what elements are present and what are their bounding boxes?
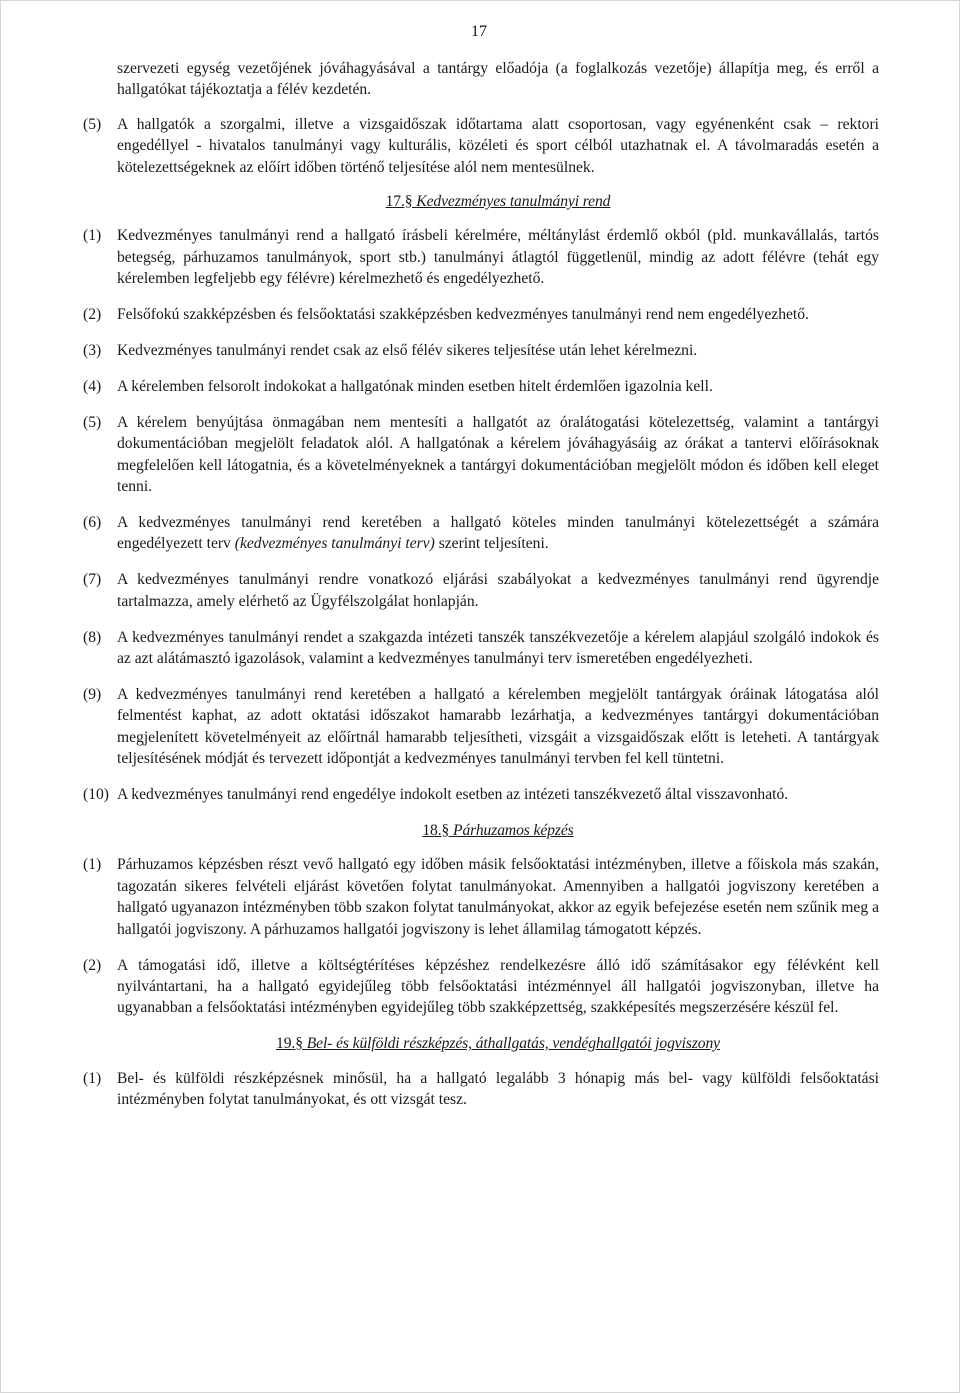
paragraph-text: A támogatási idő, illetve a költségtérítéses képzéshez rendelkezésre álló idő számításakor egy félévként kell nyilvántartani, ha a hallgató egyidejűleg több felsőoktatási intézménnyel áll hallgatói jogviszonyban, illetve ha ugyanabban a felsőoktatási intézményben egyidejűleg több szakképzettség, szakképesítés megszerzésére készül fel. bbox=[117, 956, 879, 1017]
paragraph-17-9 bbox=[83, 684, 879, 770]
section-title: Bel- és külföldi részképzés, áthallgatás, vendéghallgatói jogviszony bbox=[306, 1035, 720, 1053]
paragraph-text: Párhuzamos képzésben részt vevő hallgató egy időben másik felsőoktatási intézményben, illetve a főiskola más szakán, tagozatán sikeres felvételi eljárást követően folytat tanulmányokat. Amennyiben a hallgatói jogviszony keretében a hallgató ugyanazon intézményben több szakon folytat tanulmányokat, akkor az egyik befejezése esetén nem szűnik meg a hallgatói jogviszony. A párhuzamos hallgatói jogviszony is lehet államilag támogatott képzés. bbox=[117, 856, 879, 938]
paragraph-text-part: szerint teljesíteni. bbox=[434, 535, 549, 553]
paragraph-number: (6) bbox=[83, 514, 102, 531]
paragraph-number: (8) bbox=[83, 628, 102, 646]
paragraph-text: Kedvezményes tanulmányi rend a hallgató írásbeli kérelmére, méltánylást érdemlő okból (pld. munkavállalás, tartós betegség, párhuzamos tanulmányok, sport stb.) tanulmányi átlagtól függetlenül, mindig az adott félévre (tehát egy kérelemben legfeljebb egy félévre) kérelmezhető és engedélyezhető. bbox=[117, 227, 879, 288]
paragraph-text: A kedvezményes tanulmányi rend engedélye indokolt esetben az intézeti tanszékvezető által visszavonható. bbox=[117, 786, 789, 804]
paragraph-17-7 bbox=[83, 569, 879, 612]
paragraph-17-2 bbox=[83, 304, 879, 325]
paragraph-17-5 bbox=[83, 412, 879, 498]
intro-continuation: szervezeti egység vezetőjének jóváhagyásával a tantárgy előadója (a foglalkozás vezetője) állapítja meg, és erről a hallgatókat tájékoztatja a félév kezdetén. bbox=[117, 60, 879, 99]
paragraph-text: A kérelemben felsorolt indokokat a hallgatónak minden esetben hitelt érdemlően igazolnia kell. bbox=[117, 377, 713, 395]
paragraph-number: (1) bbox=[83, 856, 102, 874]
paragraph-number: (1) bbox=[83, 1069, 102, 1087]
section-18-heading bbox=[117, 820, 879, 841]
section-number: 17.§ bbox=[385, 193, 413, 211]
paragraph-17-4 bbox=[83, 376, 879, 397]
paragraph-text-part: A kedvezményes tanulmányi rend keretében a hallgató köteles minden tanulmányi kötelezettségét a számára engedélyezett terv bbox=[117, 514, 879, 553]
paragraph-number: (1) bbox=[83, 227, 102, 245]
section-number: 18.§ bbox=[422, 821, 450, 839]
section-title: Kedvezményes tanulmányi rend bbox=[416, 193, 611, 211]
paragraph-number: (3) bbox=[83, 342, 102, 360]
paragraph-text: A kérelem benyújtása önmagában nem mentesíti a hallgatót az óralátogatási kötelezettség, valamint a tantárgyi dokumentációban megjelölt feladatok alól. A hallgatónak a kérelem jóváhagyásáig az órákat a tantervi előírásoknak megfelelően kell látogatnia, és a követelményeknek a tantárgyi dokumentációban megjelölt módon és időben kell eleget tenni. bbox=[117, 413, 879, 496]
paragraph-text: Felsőfokú szakképzésben és felsőoktatási szakképzésben kedvezményes tanulmányi rend nem engedélyezhető. bbox=[117, 306, 809, 324]
paragraph-18-1 bbox=[83, 854, 879, 940]
paragraph-number: (7) bbox=[83, 571, 102, 589]
paragraph-number: (4) bbox=[83, 377, 102, 395]
paragraph-17-6 bbox=[83, 512, 879, 555]
paragraph-text: A kedvezményes tanulmányi rendet a szakgazda intézeti tanszék tanszékvezetője a kérelem alapjául szolgáló indokok és az azt alátámasztó igazolások, valamint a kedvezményes tanulmányi terv ismeretében engedélyezheti. bbox=[117, 628, 879, 668]
paragraph-text: A kedvezményes tanulmányi rendre vonatkozó eljárási szabályokat a kedvezményes tanulmányi rend ügyrendje tartalmazza, amely elérhető az Ügyfélszolgálat honlapján. bbox=[117, 571, 879, 610]
section-19-heading bbox=[117, 1033, 879, 1054]
paragraph-19-1 bbox=[83, 1068, 879, 1111]
page-content bbox=[83, 58, 879, 1125]
page-number: 17 bbox=[471, 23, 487, 40]
section-17-heading bbox=[117, 191, 879, 212]
paragraph-number: (2) bbox=[83, 306, 102, 324]
paragraph-17-1 bbox=[83, 225, 879, 289]
paragraph-number: (5) bbox=[83, 413, 102, 431]
paragraph-number: (2) bbox=[83, 956, 102, 974]
paragraph-text: A hallgatók a szorgalmi, illetve a vizsgaidőszak időtartama alatt csoportosan, vagy egyénenként csak – rektori engedéllyel - hivatalos tanulmányi vagy kulturális, közéleti és sport célból utazhatnak el. A távolmaradás esetén a kötelezettségeknek az előírt időben történő teljesítése alól nem mentesülnek. bbox=[117, 115, 879, 176]
paragraph-number: (5) bbox=[83, 115, 102, 133]
paragraph-text: Kedvezményes tanulmányi rendet csak az első félév sikeres teljesítése után lehet kérelmezni. bbox=[117, 342, 698, 360]
paragraph-number: (9) bbox=[83, 685, 102, 703]
paragraph-text: A kedvezményes tanulmányi rend keretében a hallgató a kérelemben megjelölt tantárgyak óráinak látogatása alól felmentést kaphat, az adott oktatási időszakot hamarabb lezárhatja, a kedvezményes tantárgyi dokumentációban megjelenített követelményeit az előírtnál hamarabb teljesítheti, vizsgáit a vizsgaidőszak előtt is leteheti. A tantárgyak teljesítésének módját és tervezett időpontját a kedvezményes tanulmányi tervben fel kell tüntetni. bbox=[117, 685, 879, 768]
section-number: 19.§ bbox=[276, 1035, 303, 1053]
paragraph-17-8 bbox=[83, 627, 879, 670]
paragraph-text bbox=[117, 512, 879, 555]
paragraph-17-3 bbox=[83, 340, 879, 361]
paragraph-18-2 bbox=[83, 955, 879, 1019]
section-title: Párhuzamos képzés bbox=[453, 821, 574, 839]
paragraph-number: (10) bbox=[83, 786, 109, 804]
paragraph-17-10 bbox=[83, 784, 879, 805]
paragraph-text-italic: (kedvezményes tanulmányi terv) bbox=[234, 535, 435, 553]
paragraph-prev-5 bbox=[83, 114, 879, 178]
paragraph-text: Bel- és külföldi részképzésnek minősül, ha a hallgató legalább 3 hónapig más bel- vagy külföldi felsőoktatási intézményben folytat tanulmányokat, és ott vizsgát tesz. bbox=[117, 1069, 879, 1109]
